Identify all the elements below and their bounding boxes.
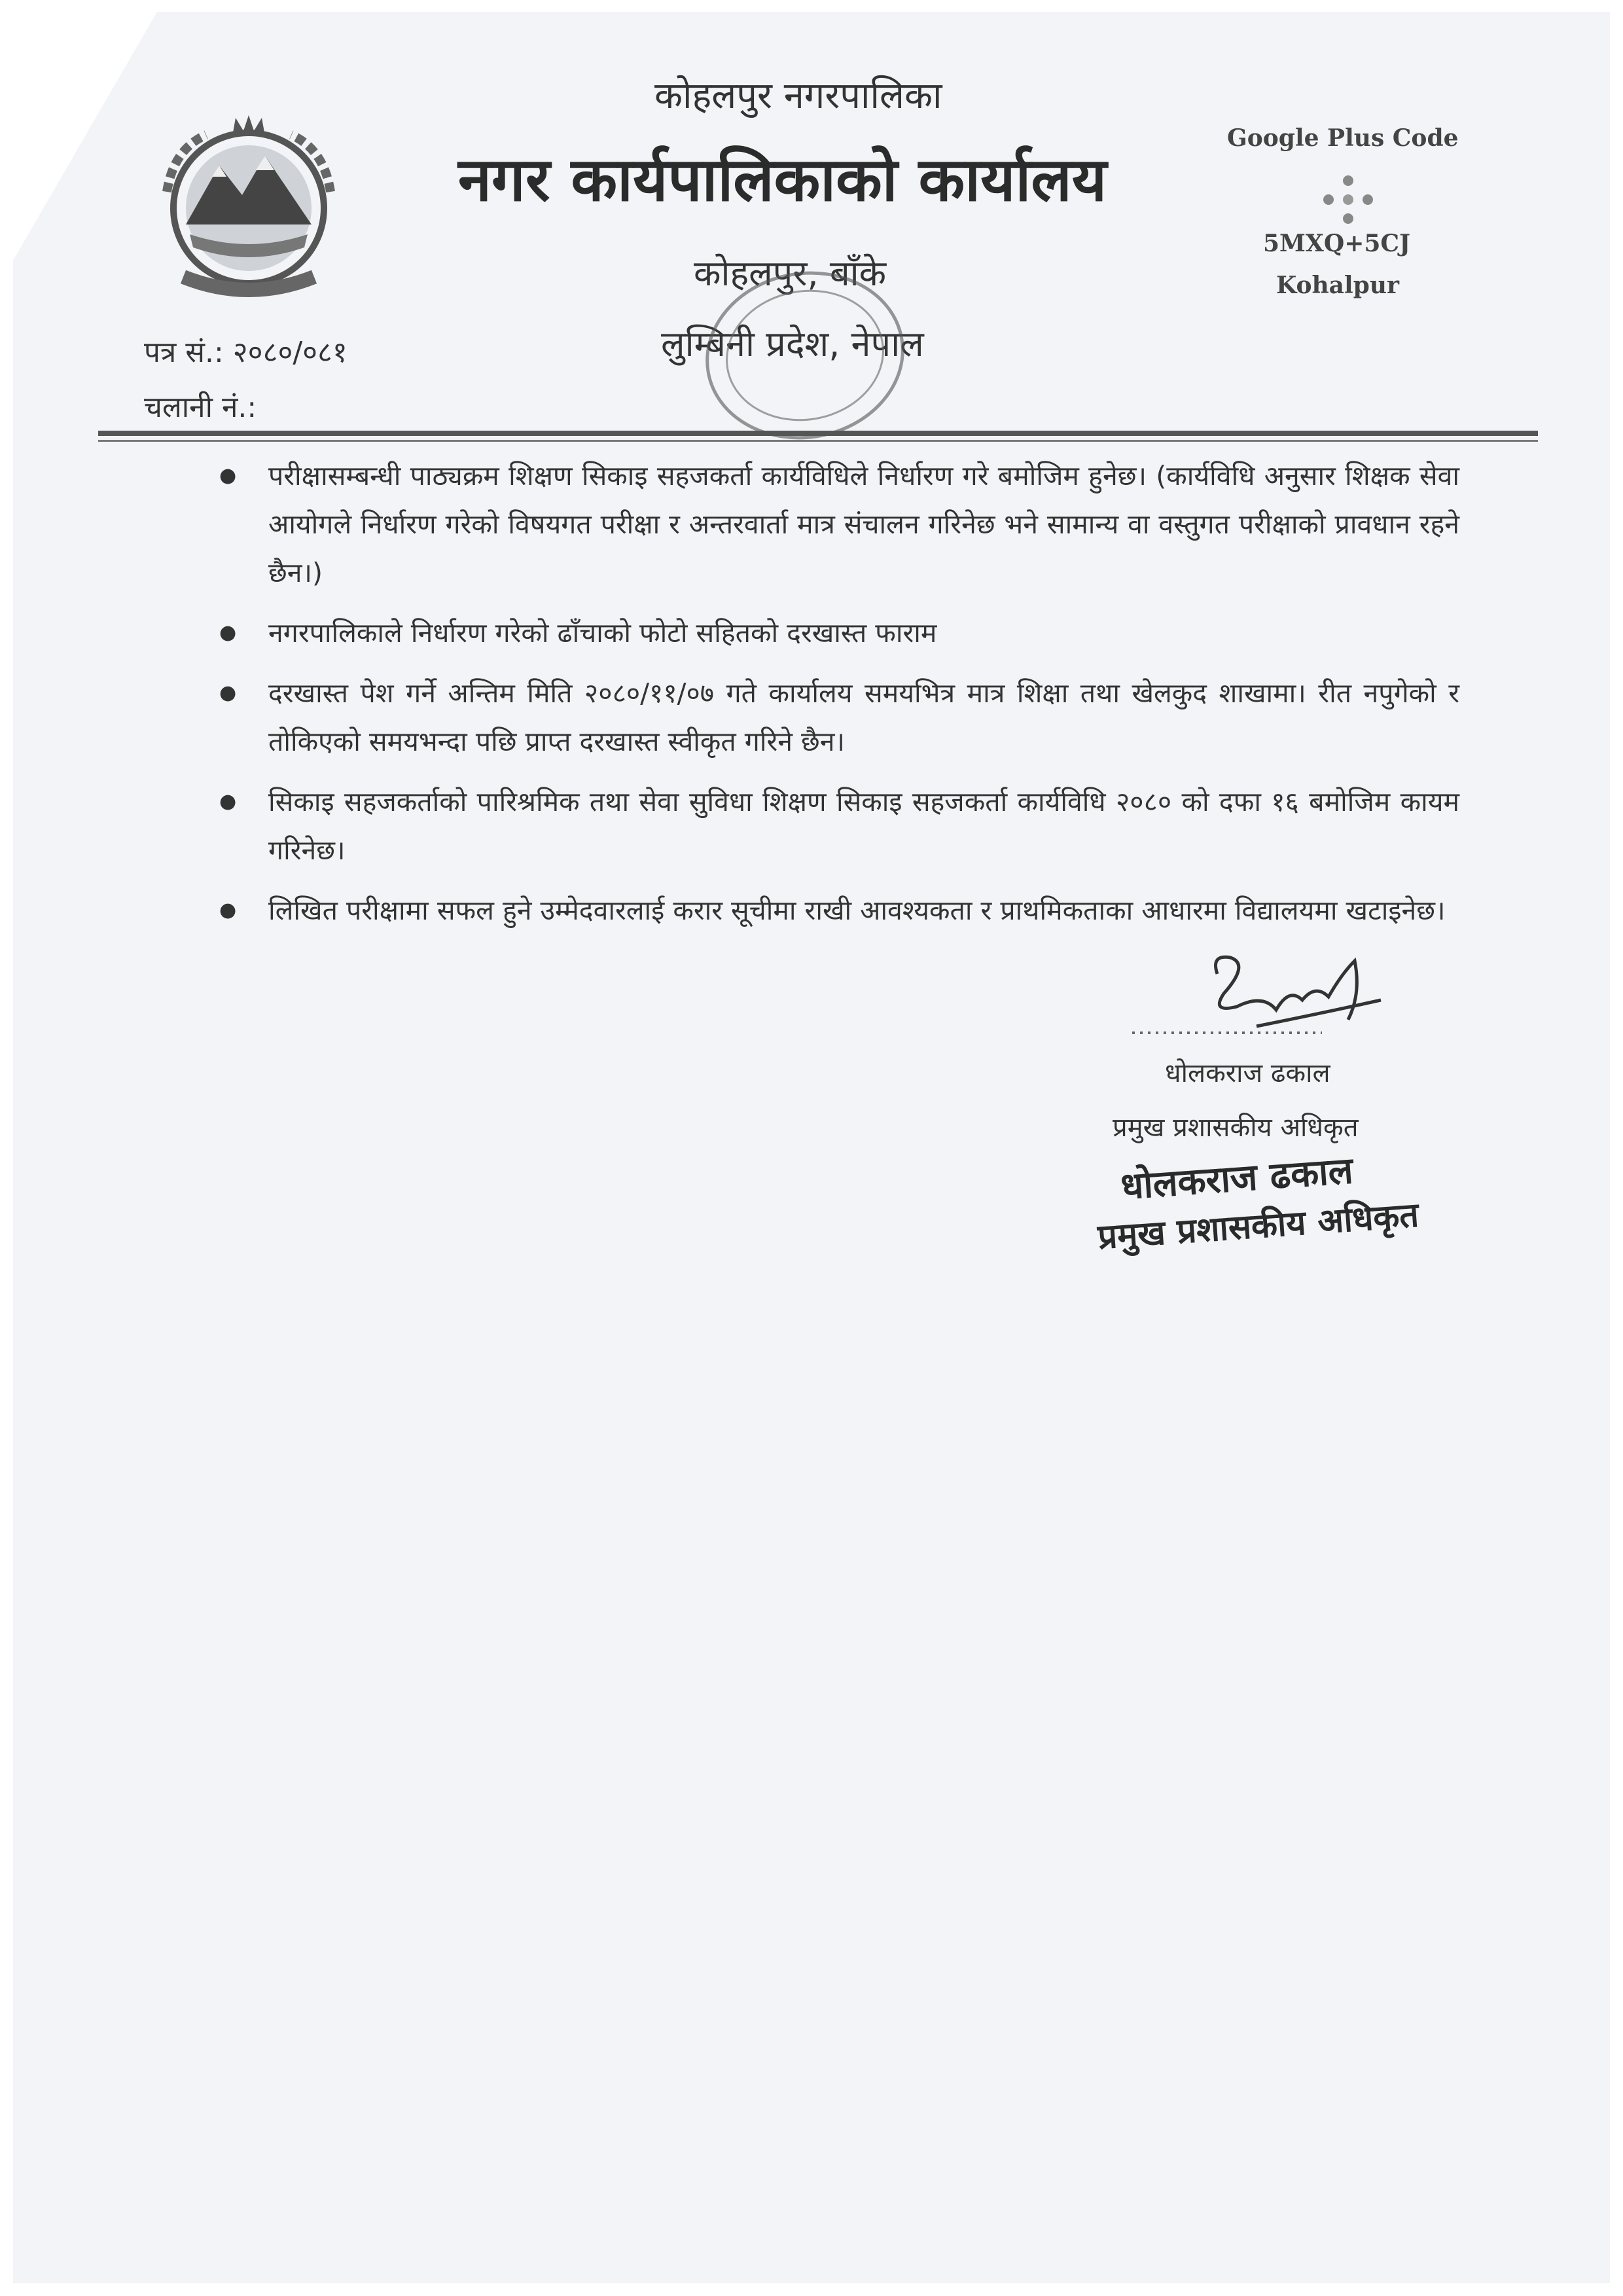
list-item: ● परीक्षासम्बन्धी पाठ्यक्रम शिक्षण सिकाइ सहजकर्ता कार्यविधिले निर्धारण गरे बमोजिम हुनेछ। (कार्यविधि अनुसार शिक्षक सेवा आयोगले निर्धारण गरेको विषयगत परीक्षा र अन्तरवार्ता मात्र संचालन गरिनेछ भने सामान्य वा वस्तुगत परीक्षाको प्रावधान रहने छैन।) [268,452,1459,597]
header-divider-thin [98,440,1538,442]
list-item: ● नगरपालिकाले निर्धारण गरेको ढाँचाको फोटो सहितको दरखास्त फाराम [268,609,1459,657]
google-plus-code: 5MXQ+5CJ [1263,230,1411,257]
office-location: कोहलपुर, बाँके [694,253,887,294]
dispatch-number: चलानी नं.: [144,391,257,424]
google-plus-code-place: Kohalpur [1276,272,1399,299]
seal-signatory-name: धोलकराज ढकाल [1119,1149,1355,1208]
nepal-emblem-icon [144,110,353,306]
office-province: लुम्बिनी प्रदेश, नेपाल [661,323,924,365]
notice-points [268,452,1459,946]
list-item: ● लिखित परीक्षामा सफल हुने उम्मेदवारलाई करार सूचीमा राखी आवश्यकता र प्राथमिकताका आधारमा विद्यालयमा खटाइनेछ। [268,886,1459,935]
organization-name: कोहलपुर नगरपालिका [654,75,942,117]
list-item: ● सिकाइ सहजकर्ताको पारिश्रमिक तथा सेवा सुविधा शिक्षण सिकाइ सहजकर्ता कार्यविधि २०८० को दफा १६ बमोजिम कायम गरिनेछ। [268,778,1459,874]
office-stamp [694,251,916,447]
header-divider [98,431,1538,436]
folded-corner [13,12,157,260]
letter-number: पत्र सं.: २०८०/०८१ [144,336,348,369]
signatory-title: प्रमुख प्रशासकीय अधिकृत [1113,1113,1359,1143]
seal-signatory-title: प्रमुख प्रशासकीय अधिकृत [1096,1195,1420,1257]
plus-code-dots-icon [1319,174,1378,225]
list-item: ● दरखास्त पेश गर्ने अन्तिम मिति २०८०/११/०७ गते कार्यालय समयभित्र मात्र शिक्षा तथा खेलकुद शाखामा। रीत नपुगेको र तोकिएको समयभन्दा पछि प्राप्त दरखास्त स्वीकृत गरिने छैन। [268,669,1459,766]
signatory-name: धोलकराज ढकाल [1165,1058,1330,1088]
google-plus-code-title: Google Plus Code [1227,124,1459,152]
handwritten-signature [1126,948,1400,1046]
office-name: नगर कार्यपालिकाको कार्यालय [458,145,1107,215]
document-page [13,12,1610,2283]
